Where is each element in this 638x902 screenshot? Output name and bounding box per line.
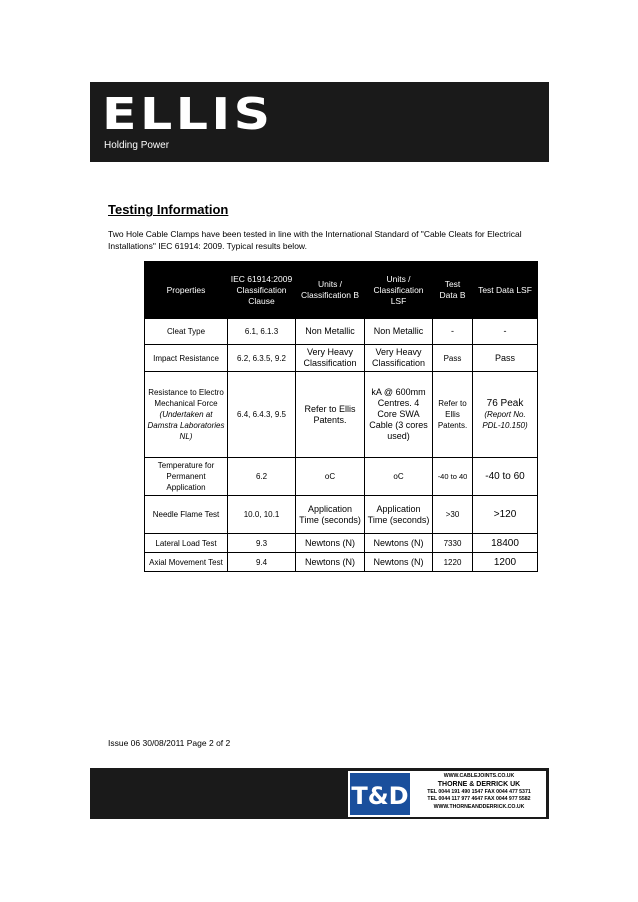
table-cell: 6.1, 6.1.3 — [228, 319, 296, 345]
table-cell: Temperature for Permanent Application — [145, 458, 228, 496]
table-cell: oC — [365, 458, 433, 496]
td-logo — [350, 773, 410, 815]
issue-info: Issue 06 30/08/2011 Page 2 of 2 — [108, 738, 231, 748]
table-cell: >30 — [433, 496, 473, 534]
laboratory-note: (Undertaken at Damstra Laboratories NL) — [147, 410, 225, 441]
table-cell: Very Heavy Classification — [365, 345, 433, 372]
table-cell: Refer to Ellis Patents. — [433, 372, 473, 458]
header-test-data-lsf: Test Data LSF — [473, 262, 538, 319]
website-link-2[interactable]: WWW.THORNEANDDERRICK.CO.UK — [433, 804, 525, 811]
table-row — [145, 345, 538, 372]
table-cell: Newtons (N) — [365, 534, 433, 553]
table-cell: 6.2, 6.3.5, 9.2 — [228, 345, 296, 372]
table-cell: Axial Movement Test — [145, 553, 228, 572]
phone-line-2: TEL 0044 117 977 4647 FAX 0044 977 5582 — [427, 796, 531, 803]
header-iec-clause: IEC 61914:2009 Classification Clause — [228, 262, 296, 319]
tagline: Holding Power — [104, 140, 170, 151]
table-cell: Application Time (seconds) — [365, 496, 433, 534]
company-name: THORNE & DERRICK UK — [437, 780, 521, 788]
table-cell: 7330 — [433, 534, 473, 553]
table-cell: - — [473, 319, 538, 345]
header-test-data-b: Test Data B — [433, 262, 473, 319]
header-units-b: Units / Classification B — [296, 262, 365, 319]
table-cell: Application Time (seconds) — [296, 496, 365, 534]
table-cell: Very Heavy Classification — [296, 345, 365, 372]
table-header-row — [145, 262, 538, 319]
intro-paragraph: Two Hole Cable Clamps have been tested in line with the International Standard of "Cable Cleats for Electrical Installations" IEC 61914: 2009. Typical results below. — [108, 229, 522, 251]
table-cell: Refer to Ellis Patents. — [296, 372, 365, 458]
table-cell: Needle Flame Test — [145, 496, 228, 534]
table-cell: 9.3 — [228, 534, 296, 553]
section-title: Testing Information — [108, 202, 229, 217]
table-cell: 6.2 — [228, 458, 296, 496]
peak-value: 76 Peak — [486, 398, 524, 409]
td-logo-text: T&D — [351, 782, 409, 810]
table-cell: Pass — [433, 345, 473, 372]
table-cell: Cleat Type — [145, 319, 228, 345]
table-row — [145, 553, 538, 572]
table-row — [145, 534, 538, 553]
table-cell: 6.4, 6.4.3, 9.5 — [228, 372, 296, 458]
table-cell: 18400 — [473, 534, 538, 553]
table-cell: 10.0, 10.1 — [228, 496, 296, 534]
table-cell: 9.4 — [228, 553, 296, 572]
website-link[interactable]: WWW.CABLEJOINTS.CO.UK — [443, 773, 515, 779]
table-cell: - — [433, 319, 473, 345]
phone-line-1: TEL 0044 191 490 1547 FAX 0044 477 5371 — [427, 788, 531, 795]
table-cell: Lateral Load Test — [145, 534, 228, 553]
table-cell: Pass — [473, 345, 538, 372]
table-cell: Newtons (N) — [365, 553, 433, 572]
table-cell: -40 to 60 — [473, 458, 538, 496]
table-cell: Non Metallic — [296, 319, 365, 345]
table-cell: >120 — [473, 496, 538, 534]
table-cell: Impact Resistance — [145, 345, 228, 372]
thorne-derrick-block — [348, 771, 546, 817]
header-banner — [90, 82, 549, 162]
table-cell: Non Metallic — [365, 319, 433, 345]
header-properties: Properties — [145, 262, 228, 319]
table-cell: 1220 — [433, 553, 473, 572]
table-cell: oC — [296, 458, 365, 496]
report-note: (Report No. PDL-10.150) — [482, 410, 528, 430]
contact-details — [414, 773, 544, 812]
table-cell: Newtons (N) — [296, 534, 365, 553]
table-cell — [145, 372, 228, 458]
ellis-logo: ELLIS — [102, 89, 274, 140]
table-cell: kA @ 600mm Centres. 4 Core SWA Cable (3 cores used) — [365, 372, 433, 458]
table-row — [145, 319, 538, 345]
table-cell: -40 to 40 — [433, 458, 473, 496]
table-row — [145, 496, 538, 534]
table-cell — [473, 372, 538, 458]
table-row — [145, 372, 538, 458]
testing-results-table — [144, 261, 538, 572]
header-units-lsf: Units / Classification LSF — [365, 262, 433, 319]
table-cell: Newtons (N) — [296, 553, 365, 572]
table-row — [145, 458, 538, 496]
property-label: Resistance to Electro Mechanical Force — [148, 388, 224, 408]
table-cell: 1200 — [473, 553, 538, 572]
